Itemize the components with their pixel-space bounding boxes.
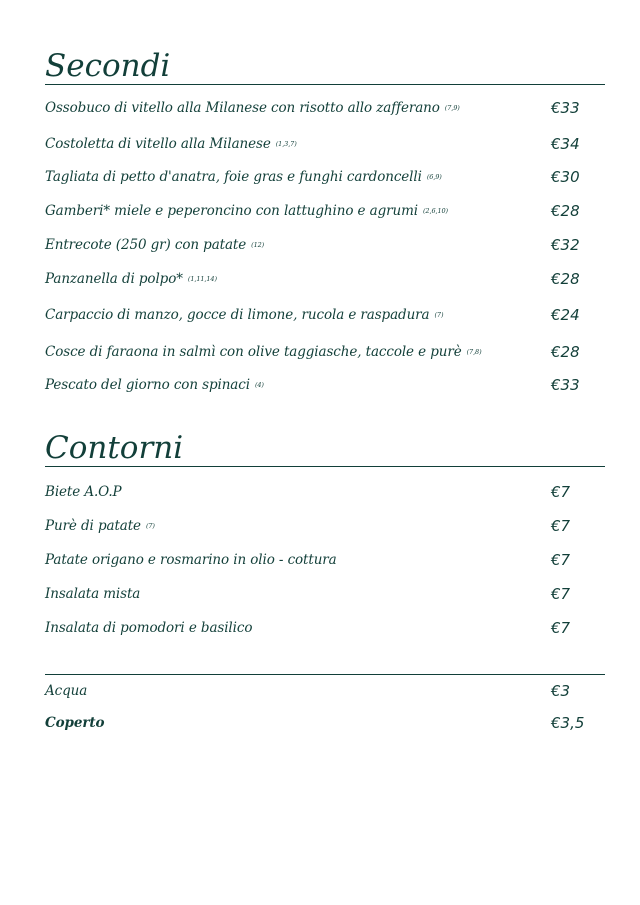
allergen-codes: (1,11,14) (187, 275, 217, 283)
allergen-codes: (2,6,10) (423, 207, 448, 215)
item-price: €34 (551, 135, 580, 153)
allergen-codes: (7,8) (466, 348, 482, 356)
item-name: Panzanella di polpo* (1,11,14) (45, 271, 217, 287)
menu-item (45, 199, 585, 223)
menu-item (45, 340, 585, 364)
menu-item (45, 548, 585, 572)
item-price: €33 (551, 376, 580, 394)
menu-item (45, 96, 585, 120)
section-title-contorni: Contorni (45, 430, 184, 466)
item-name: Insalata mista (45, 586, 141, 602)
section-title-secondi: Secondi (45, 48, 171, 84)
menu-item (45, 233, 585, 257)
allergen-codes: (6,9) (426, 173, 442, 181)
divider (45, 466, 605, 467)
item-name: Purè di patate (7) (45, 518, 155, 534)
item-price: €7 (551, 483, 571, 501)
item-price: €28 (551, 202, 580, 220)
item-name: Pescato del giorno con spinaci (4) (45, 377, 264, 393)
menu-item (45, 132, 585, 156)
item-price: €33 (551, 99, 580, 117)
item-name: Entrecote (250 gr) con patate (12) (45, 237, 265, 253)
menu-item (45, 267, 585, 291)
item-price: €7 (551, 585, 571, 603)
item-name: Cosce di faraona in salmì con olive taggiasche, taccole e purè (7,8) (45, 344, 482, 360)
item-name: Tagliata di petto d'anatra, foie gras e funghi cardoncelli (6,9) (45, 169, 442, 185)
item-price: €32 (551, 236, 580, 254)
allergen-codes: (12) (251, 241, 265, 249)
allergen-codes: (7,9) (444, 104, 460, 112)
menu-item (45, 373, 585, 397)
item-price: €3 (551, 682, 571, 700)
allergen-codes: (7) (145, 522, 155, 530)
item-price: €3,5 (551, 714, 585, 732)
item-name: Acqua (45, 683, 88, 699)
item-price: €7 (551, 517, 571, 535)
item-name: Costoletta di vitello alla Milanese (1,3,7) (45, 136, 297, 152)
divider (45, 84, 605, 85)
item-price: €7 (551, 551, 571, 569)
item-name: Carpaccio di manzo, gocce di limone, rucola e raspadura (7) (45, 307, 444, 323)
item-price: €28 (551, 343, 580, 361)
allergen-codes: (4) (254, 381, 264, 389)
menu-item (45, 480, 585, 504)
allergen-codes: (7) (434, 311, 444, 319)
item-name: Gamberi* miele e peperoncino con lattughino e agrumi (2,6,10) (45, 203, 448, 219)
divider (45, 674, 605, 675)
menu-item (45, 679, 585, 703)
menu-item (45, 616, 585, 640)
item-name: Ossobuco di vitello alla Milanese con risotto allo zafferano (7,9) (45, 100, 460, 116)
item-price: €24 (551, 306, 580, 324)
item-price: €30 (551, 168, 580, 186)
menu-item (45, 165, 585, 189)
menu-item (45, 582, 585, 606)
item-price: €7 (551, 619, 571, 637)
allergen-codes: (1,3,7) (275, 140, 297, 148)
item-price: €28 (551, 270, 580, 288)
menu-item (45, 711, 585, 735)
item-name: Insalata di pomodori e basilico (45, 620, 253, 636)
item-name: Biete A.O.P (45, 484, 122, 500)
item-name: Coperto (45, 715, 105, 731)
menu-item (45, 303, 585, 327)
item-name: Patate origano e rosmarino in olio - cottura (45, 552, 337, 568)
menu-item (45, 514, 585, 538)
